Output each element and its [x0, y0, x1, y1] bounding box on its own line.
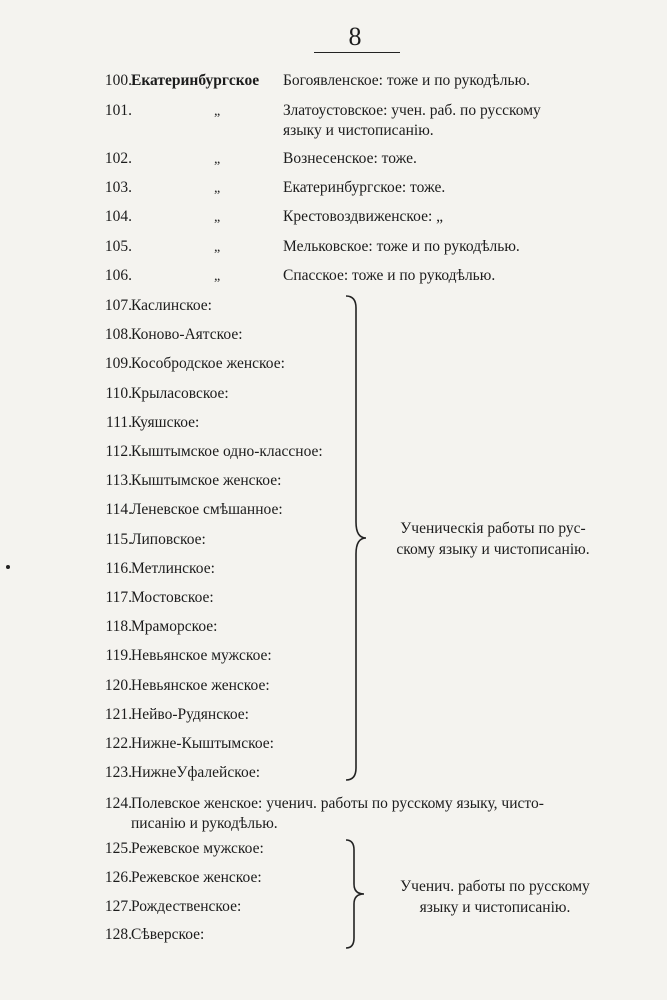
entry-school-name: Метлинское: — [131, 560, 215, 577]
ditto-mark: „ — [214, 181, 221, 196]
entry-number: 115. — [105, 531, 132, 548]
entry-number: 120. — [104, 677, 132, 694]
entry-number: 128. — [104, 926, 132, 943]
entry-number: 123. — [104, 764, 132, 781]
entry-number: 117. — [105, 589, 132, 606]
entry-number: 116. — [105, 560, 132, 577]
entry-number: 105. — [104, 238, 132, 255]
group-note-line: языку и чистописанію. — [419, 899, 571, 916]
entry-school-name: Крыласовское: — [131, 385, 229, 402]
entry-number: 112. — [105, 443, 132, 460]
entry-number: 121. — [104, 706, 132, 723]
group-note-line: Ученическія работы по рус- — [400, 520, 586, 537]
group-note — [370, 876, 620, 918]
entry-number: 110. — [105, 385, 132, 402]
entry-number: 106. — [104, 267, 132, 284]
entry-school-name: Кыштымское женское: — [131, 472, 282, 489]
entry-school-name: Екатеринбургское — [131, 72, 260, 89]
page-number: 8 — [348, 22, 362, 51]
entry-description: Златоустовское: учен. раб. по русскому — [283, 102, 541, 119]
entry-description: Вознесенское: тоже. — [283, 150, 417, 167]
entry-school-name: Нейво-Рудянское: — [131, 706, 249, 723]
ditto-mark: „ — [214, 269, 221, 284]
group-brace — [340, 838, 370, 950]
group-note-line: скому языку и чистописанію. — [396, 541, 590, 558]
entry-description: Екатеринбургское: тоже. — [283, 179, 446, 196]
entry-description-continued: языку и чистописанію. — [283, 122, 434, 139]
entry-number: 100. — [104, 72, 132, 89]
page-number-rule — [314, 52, 400, 53]
entry-school-name: Куяшское: — [131, 414, 200, 431]
entry-school-name: Нижне-Кыштымское: — [131, 735, 274, 752]
entry-number: 126. — [104, 869, 132, 886]
entry-school-name: Рождественское: — [131, 898, 242, 915]
ditto-mark: „ — [214, 104, 221, 119]
entry-description: Богоявленское: тоже и по рукодѣлью. — [283, 72, 531, 89]
group-brace — [340, 294, 370, 784]
entry-number: 107. — [104, 297, 132, 314]
entry-number: 111. — [106, 414, 132, 431]
ditto-mark: „ — [214, 240, 221, 255]
entry-number: 127. — [104, 898, 132, 915]
entry-school-name: НижнеУфалейское: — [131, 764, 261, 781]
entry-number: 118. — [105, 618, 132, 635]
entry-school-name: Режевское женское: — [131, 869, 262, 886]
entry-number: 109. — [104, 355, 132, 372]
entry-description: Спасское: тоже и по рукодѣлью. — [283, 267, 496, 284]
entry-number: 104. — [104, 208, 132, 225]
entry-school-name: Мостовское: — [131, 589, 214, 606]
entry-school-name: Невьянское женское: — [131, 677, 270, 694]
entry-number: 122. — [104, 735, 132, 752]
entry-school-name: Кыштымское одно-классное: — [131, 443, 323, 460]
entry-school-name: Липовское: — [131, 531, 206, 548]
ink-speck — [6, 565, 10, 569]
entry-school-name: Каслинское: — [131, 297, 212, 314]
ditto-mark: „ — [214, 210, 221, 225]
group-note-line: Ученич. работы по русскому — [400, 878, 590, 895]
entry-description-continued: писанію и рукодѣлью. — [131, 815, 278, 832]
group-note — [368, 518, 618, 560]
entry-school-name: Сѣверское: — [131, 926, 205, 943]
entry-description: Крестовоздвиженское: „ — [283, 208, 444, 225]
entry-number: 101. — [104, 102, 132, 119]
entry-description: Полевское женское: ученич. работы по русскому языку, чисто- — [131, 795, 544, 812]
entry-number: 103. — [104, 179, 132, 196]
entry-school-name: Кособродское женское: — [131, 355, 285, 372]
entry-number: 108. — [104, 326, 132, 343]
ditto-mark: „ — [214, 152, 221, 167]
entry-school-name: Коново-Аятское: — [131, 326, 243, 343]
entry-school-name: Режевское мужское: — [131, 840, 264, 857]
entry-description: Мельковское: тоже и по рукодѣлью. — [283, 238, 520, 255]
entry-number: 125. — [104, 840, 132, 857]
entry-school-name: Леневское смѣшанное: — [131, 501, 283, 518]
entry-school-name: Невьянское мужское: — [131, 647, 272, 664]
entry-school-name: Мраморское: — [131, 618, 218, 635]
entry-number: 102. — [104, 150, 132, 167]
entry-number: 114. — [105, 501, 132, 518]
entry-number: 124. — [104, 795, 132, 812]
entry-number: 119. — [105, 647, 132, 664]
entry-number: 113. — [105, 472, 132, 489]
